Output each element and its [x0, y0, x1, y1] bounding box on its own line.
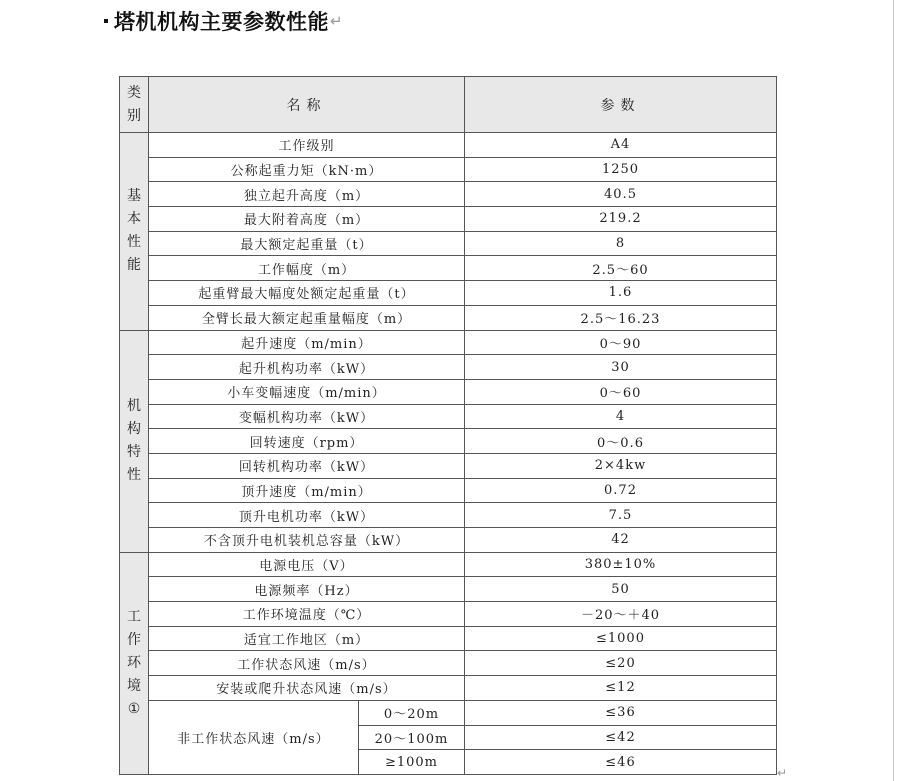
param-value: 2×4kw — [465, 453, 777, 478]
param-value: 2.5～16.23 — [465, 305, 777, 330]
param-value: －20～＋40 — [465, 602, 777, 627]
paragraph-mark-icon: ↵ — [330, 12, 343, 30]
table-row — [120, 453, 777, 478]
param-name: 工作级别 — [149, 133, 465, 158]
param-subrange: ≥100m — [359, 750, 465, 775]
param-name: 顶升电机功率（kW） — [149, 503, 465, 528]
spec-table-wrapper — [119, 76, 777, 775]
param-value: 7.5 — [465, 503, 777, 528]
param-name: 工作幅度（m） — [149, 256, 465, 281]
param-value: 0.72 — [465, 478, 777, 503]
param-value: ≤1000 — [465, 626, 777, 651]
bullet-icon — [104, 19, 108, 23]
param-value: ≤42 — [465, 725, 777, 750]
param-value: 380±10% — [465, 552, 777, 577]
table-row — [120, 281, 777, 306]
param-name: 回转机构功率（kW） — [149, 453, 465, 478]
param-name: 最大附着高度（m） — [149, 207, 465, 232]
param-value: 1250 — [465, 157, 777, 182]
table-row — [120, 182, 777, 207]
category-char: ① — [127, 700, 141, 717]
header-category: 类 别 — [120, 77, 149, 133]
category-char: 工 — [127, 608, 141, 625]
table-row — [120, 577, 777, 602]
param-name: 顶升速度（m/min） — [149, 478, 465, 503]
table-row — [120, 404, 777, 429]
table-row — [120, 133, 777, 158]
param-value: ≤36 — [465, 700, 777, 725]
param-value: 50 — [465, 577, 777, 602]
param-value: 8 — [465, 231, 777, 256]
param-name: 安装或爬升状态风速（m/s） — [149, 676, 465, 701]
category-char: 本 — [127, 211, 141, 228]
header-name: 名称 — [149, 77, 465, 133]
table-row — [120, 330, 777, 355]
category-char: 构 — [127, 421, 141, 438]
table-row — [120, 528, 777, 553]
section-title: 塔机机构主要参数性能 — [114, 10, 329, 34]
table-body — [120, 133, 777, 775]
category-char: 性 — [127, 234, 141, 251]
table-row — [120, 157, 777, 182]
table-row — [120, 552, 777, 577]
end-paragraph-mark-icon: ↵ — [777, 766, 788, 780]
table-row — [120, 355, 777, 380]
table-row — [120, 651, 777, 676]
param-value: ≤46 — [465, 750, 777, 775]
param-value: ≤20 — [465, 651, 777, 676]
param-value: 40.5 — [465, 182, 777, 207]
param-subrange: 0～20m — [359, 700, 465, 725]
param-name: 电源电压（V） — [149, 552, 465, 577]
category-cell — [120, 133, 149, 331]
category-cell — [120, 330, 149, 552]
param-name: 变幅机构功率（kW） — [149, 404, 465, 429]
spec-table — [119, 76, 777, 775]
param-value: 219.2 — [465, 207, 777, 232]
param-name: 小车变幅速度（m/min） — [149, 379, 465, 404]
table-row — [120, 207, 777, 232]
section-heading — [104, 6, 343, 36]
param-value: 0～60 — [465, 379, 777, 404]
table-row — [120, 700, 777, 725]
table-row — [120, 602, 777, 627]
param-name: 公称起重力矩（kN·m） — [149, 157, 465, 182]
category-char: 特 — [127, 444, 141, 461]
param-value: 0～0.6 — [465, 429, 777, 454]
param-name: 电源频率（Hz） — [149, 577, 465, 602]
param-name: 非工作状态风速（m/s） — [149, 700, 359, 774]
table-row — [120, 503, 777, 528]
category-char: 作 — [127, 631, 141, 648]
table-row — [120, 676, 777, 701]
param-subrange: 20～100m — [359, 725, 465, 750]
param-value: 30 — [465, 355, 777, 380]
table-row — [120, 379, 777, 404]
category-cell — [120, 552, 149, 774]
table-header-row — [120, 77, 777, 133]
table-row — [120, 626, 777, 651]
category-char: 性 — [127, 467, 141, 484]
table-row — [120, 305, 777, 330]
param-name: 独立起升高度（m） — [149, 182, 465, 207]
param-value: 0～90 — [465, 330, 777, 355]
param-name: 全臂长最大额定起重量幅度（m） — [149, 305, 465, 330]
param-value: 4 — [465, 404, 777, 429]
param-name: 最大额定起重量（t） — [149, 231, 465, 256]
param-name: 工作状态风速（m/s） — [149, 651, 465, 676]
category-char: 基 — [127, 188, 141, 205]
param-name: 起升机构功率（kW） — [149, 355, 465, 380]
param-name: 工作环境温度（℃） — [149, 602, 465, 627]
category-char: 境 — [127, 677, 141, 694]
param-value: 42 — [465, 528, 777, 553]
table-row — [120, 478, 777, 503]
param-value: A4 — [465, 133, 777, 158]
param-value: 1.6 — [465, 281, 777, 306]
param-name: 不含顶升电机装机总容量（kW） — [149, 528, 465, 553]
category-char: 能 — [127, 257, 141, 274]
table-row — [120, 429, 777, 454]
param-name: 起升速度（m/min） — [149, 330, 465, 355]
table-row — [120, 231, 777, 256]
param-value: 2.5～60 — [465, 256, 777, 281]
param-name: 起重臂最大幅度处额定起重量（t） — [149, 281, 465, 306]
param-value: ≤12 — [465, 676, 777, 701]
table-row — [120, 256, 777, 281]
header-param: 参数 — [465, 77, 777, 133]
category-char: 环 — [127, 654, 141, 671]
param-name: 适宜工作地区（m） — [149, 626, 465, 651]
page-margin-rule — [893, 0, 894, 781]
category-char: 机 — [127, 398, 141, 415]
param-name: 回转速度（rpm） — [149, 429, 465, 454]
